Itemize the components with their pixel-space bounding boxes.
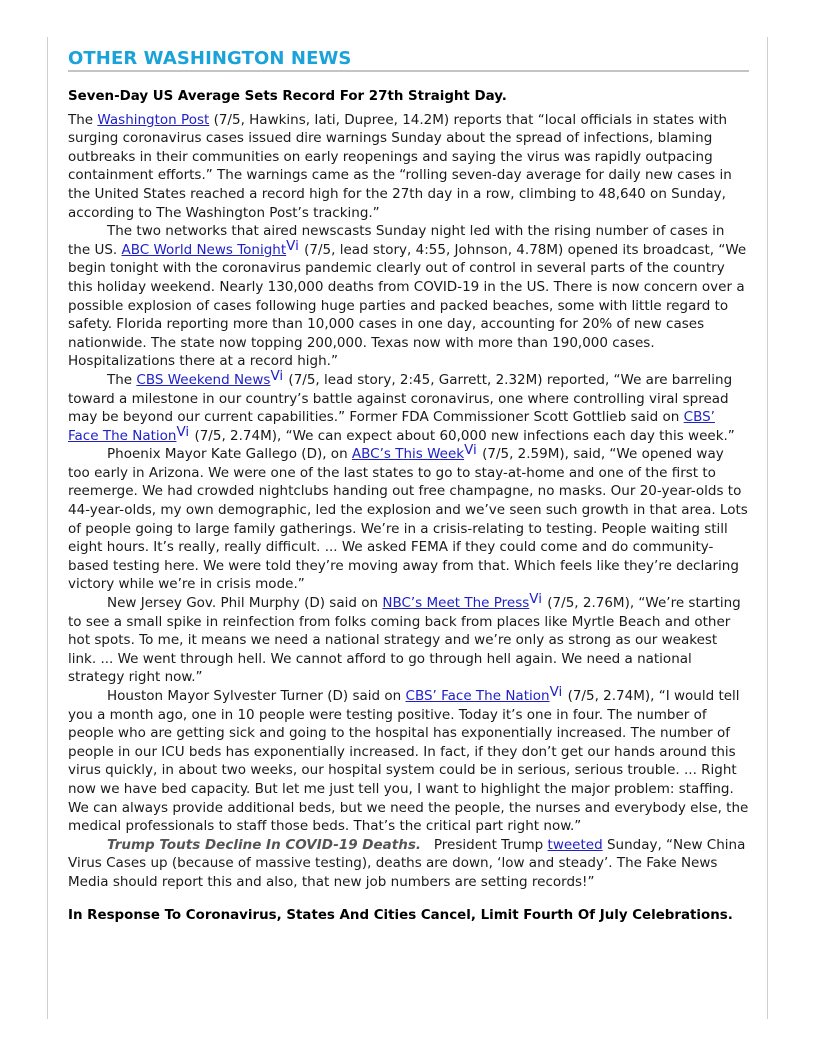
cbs-face-the-nation-link-2[interactable]: CBS’ Face The Nation	[405, 688, 550, 704]
video-icon[interactable]: Vi	[286, 237, 299, 254]
abc-world-news-tonight-link[interactable]: ABC World News Tonight	[121, 241, 287, 258]
cbs-face-the-nation-link[interactable]: CBS’ Face The Nation	[68, 409, 715, 444]
video-icon[interactable]: Vi	[549, 684, 563, 700]
video-icon[interactable]: Vi	[529, 591, 542, 608]
article-paragraph-6: Houston Mayor Sylvester Turner (D) said on CBS’ Face The NationVi (7/5, 2.74M), “I would tell you a month ago, one in 10 people were testing positive. Today it’s one in four. The number of people who are getting sick and going to the hospital has exponentially increased. The number of people in our ICU beds has exponentially increased. In fact, if they don’t get our hands around this virus quickly, in about two weeks, our hospital system could be in serious, serious trouble. ... Right now we have bed capacity. But let me just tell you, I want to highlight the major problem: staffing. We can always provide additional beds, but we need the people, the nurses and everybody else, the medical professionals to staff those beds. That’s the critical part right now.”	[68, 684, 749, 835]
article-paragraph-3: The CBS Weekend NewsVi (7/5, lead story, 2:45, Garrett, 2.32M) reported, “We are barreling toward a milestone in our country’s battle against coronavirus, one where controlling viral spread may be beyond our current capabilities.” Former FDA Commissioner Scott Gottlieb said on CBS’ Face The NationVi (7/5, 2.74M), “We can expect about 60,000 new infections each day this week.”	[68, 367, 735, 444]
video-icon[interactable]: Vi	[270, 367, 284, 384]
abc-this-week-link[interactable]: ABC’s This Week	[351, 446, 465, 463]
cbs-weekend-news-link[interactable]: CBS Weekend News	[136, 371, 271, 388]
subheadline: Trump Touts Decline In COVID-19 Deaths.	[107, 836, 422, 853]
nbc-meet-the-press-link[interactable]: NBC’s Meet The Press	[382, 595, 530, 612]
article-headline: Seven-Day US Average Sets Record For 27th Straight Day.	[68, 89, 507, 104]
page-border-left	[47, 37, 48, 1019]
video-icon[interactable]: Vi	[464, 442, 477, 459]
video-icon[interactable]: Vi	[176, 423, 190, 440]
article-paragraph-5: New Jersey Gov. Phil Murphy (D) said on NBC’s Meet The PressVi (7/5, 2.76M), “We’re starting to see a small spike in reinfection from folks coming back from places like Myrtle Beach and other hot spots. To me, it means we need a national strategy and we’re only as strong as our weakest link. ... We went through hell. We cannot afford to go through hell again. We need a national strategy right now.”	[68, 591, 741, 686]
section-title: OTHER WASHINGTON NEWS	[68, 48, 749, 72]
article-paragraph-4: Phoenix Mayor Kate Gallego (D), on ABC’s This WeekVi (7/5, 2.59M), said, “We opened way too early in Arizona. We were one of the last states to go to stay-at-home and one of the first to reemerge. We had crowded nightclubs handing out free champagne, no masks. Our 20-year-olds to 44-year-olds, my own demographic, led the explosion and we’ve seen such growth in that area. Lots of people going to large family gatherings. We’re in a crisis-relating to testing. People waiting still eight hours. It’s really, really difficult. ... We asked FEMA if they could come and do community-based testing here. We were told they’re moving away from that. Which feels like they’re declaring victory while we’re in crisis mode.”	[68, 442, 748, 593]
page-border-right	[767, 37, 768, 1019]
article-paragraph-2: The two networks that aired newscasts Sunday night led with the rising number of cases in the US. ABC World News TonightVi (7/5, lead story, 4:55, Johnson, 4.78M) opened its broadcast, “We begin tonight with the coronavirus pandemic clearly out of control in several parts of the country this holiday weekend. Nearly 130,000 deaths from COVID-19 in the US. There is now concern over a possible explosion of cases following huge parties and packed beaches, some with little regard to safety. Florida reporting more than 10,000 cases in one day, accounting for 20% of new cases nationwide. The state now topping 200,000. Texas now with more than 190,000 cases. Hospitalizations there at a record high.”	[68, 223, 747, 370]
article-paragraph-1: The Washington Post (7/5, Hawkins, Iati, Dupree, 14.2M) reports that “local officials in states with surging coronavirus cases issued dire warnings Sunday about the spread of infections, blaming outbreaks in their communities on early reopenings and saying the virus was rapidly outpacing containment efforts.” The warnings came as the “rolling seven-day average for daily new cases in the United States reached a record high for the 27th day in a row, climbing to 48,640 on Sunday, according to The Washington Post’s tracking.”	[68, 111, 732, 221]
next-article-headline: In Response To Coronavirus, States And Cities Cancel, Limit Fourth Of July Celebrations.	[68, 907, 733, 923]
article-paragraph-7: Trump Touts Decline In COVID-19 Deaths. President Trump tweeted Sunday, “New China Virus Cases up (because of massive testing), deaths are down, ‘low and steady’. The Fake News Media should report this and also, that new job numbers are setting records!”	[68, 836, 746, 890]
tweeted-link[interactable]: tweeted	[547, 836, 603, 853]
newsletter-content	[68, 48, 749, 925]
washington-post-link[interactable]: Washington Post	[97, 111, 210, 128]
